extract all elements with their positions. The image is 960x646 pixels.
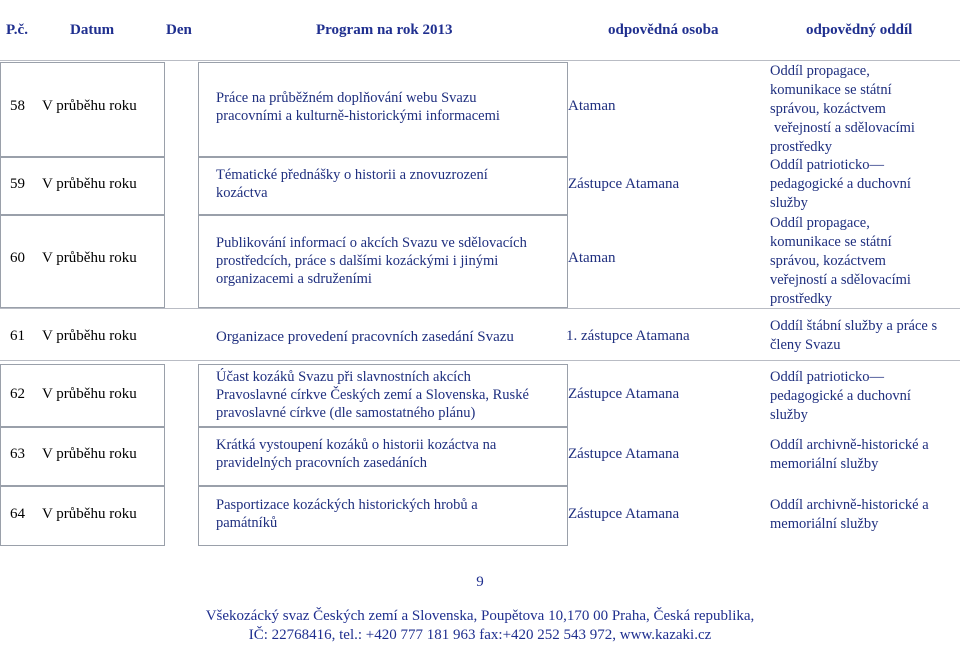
row-dept bbox=[770, 436, 929, 474]
table-header bbox=[0, 0, 960, 60]
table-row bbox=[0, 486, 960, 544]
dept-line: Oddíl propagace, bbox=[770, 215, 870, 231]
row-person: Zástupce Atamana bbox=[568, 386, 680, 402]
row-dept bbox=[770, 156, 911, 213]
footer-contact: IČ: 22768416, tel.: +420 777 181 963 fax:+420 252 543 972, www.kazaki.cz bbox=[248, 627, 712, 643]
row-dept bbox=[770, 214, 911, 309]
row-person: Zástupce Atamana bbox=[568, 446, 680, 462]
row-dept bbox=[770, 368, 911, 425]
row-when: V průběhu roku bbox=[42, 250, 137, 266]
program-line: Publikování informací o akcích Svazu ve sdělovacích bbox=[216, 235, 527, 251]
header-osoba: odpovědná osoba bbox=[608, 22, 719, 38]
dept-line: Oddíl archivně-historické a bbox=[770, 437, 929, 453]
program-line: organizacemi a sdruženími bbox=[216, 271, 372, 287]
dept-line: Oddíl archivně-historické a bbox=[770, 497, 929, 513]
row-dept bbox=[770, 62, 915, 157]
row-when: V průběhu roku bbox=[42, 386, 137, 402]
row-program bbox=[216, 166, 488, 202]
dept-line: veřejností a sdělovacími bbox=[774, 120, 915, 136]
row-number: 63 bbox=[10, 446, 25, 462]
row-program bbox=[216, 234, 527, 288]
header-program: Program na rok 2013 bbox=[316, 22, 453, 38]
table-row bbox=[0, 426, 960, 484]
row-program bbox=[216, 436, 496, 472]
program-line: Pasportizace kozáckých historických hrobů a bbox=[216, 497, 478, 513]
header-divider bbox=[0, 60, 960, 61]
row-program bbox=[216, 496, 478, 532]
row-dept bbox=[770, 317, 937, 355]
table-row bbox=[0, 62, 960, 156]
row-program bbox=[216, 89, 500, 125]
dept-line: veřejností a sdělovacími bbox=[770, 272, 911, 288]
header-pc: P.č. bbox=[6, 22, 28, 38]
program-line: Krátká vystoupení kozáků o historii kozáctva na bbox=[216, 437, 497, 453]
row-person: Ataman bbox=[568, 250, 616, 266]
dept-line: prostředky bbox=[770, 291, 833, 307]
row-when: V průběhu roku bbox=[42, 506, 137, 522]
dept-line: Oddíl štábní služby a práce s bbox=[770, 318, 938, 334]
page-number: 9 bbox=[476, 574, 484, 590]
row-person: Zástupce Atamana bbox=[568, 506, 680, 522]
row-person: Zástupce Atamana bbox=[568, 176, 680, 192]
row-dept bbox=[770, 496, 929, 534]
dept-line: memoriální služby bbox=[770, 516, 879, 532]
program-line: Pravoslavné církve Českých zemí a Slovenska, Ruské bbox=[216, 387, 529, 403]
footer-address: Všekozácký svaz Českých zemí a Slovenska, Poupětova 10,170 00 Praha, Česká republika, bbox=[205, 608, 755, 624]
dept-line: členy Svazu bbox=[770, 337, 841, 353]
program-line: Tématické přednášky o historii a znovuzrození bbox=[216, 167, 488, 183]
row-when: V průběhu roku bbox=[42, 328, 137, 344]
dept-line: služby bbox=[770, 195, 808, 211]
program-line: pravidelných pracovních zasedáních bbox=[216, 455, 427, 471]
row-program bbox=[216, 328, 514, 346]
row-divider bbox=[0, 360, 960, 361]
program-line: Práce na průběžném doplňování webu Svazu bbox=[216, 90, 477, 106]
dept-line: pedagogické a duchovní bbox=[770, 388, 911, 404]
header-datum: Datum bbox=[70, 22, 115, 38]
table-row bbox=[0, 310, 960, 358]
dept-line: Oddíl propagace, bbox=[770, 63, 870, 79]
program-line: památníků bbox=[216, 515, 278, 531]
table-row bbox=[0, 156, 960, 214]
row-number: 64 bbox=[10, 506, 25, 522]
row-when: V průběhu roku bbox=[42, 176, 137, 192]
row-number: 61 bbox=[10, 328, 25, 344]
row-number: 62 bbox=[10, 386, 25, 402]
table-row bbox=[0, 364, 960, 426]
dept-line: komunikace se státní bbox=[770, 234, 892, 250]
dept-line: komunikace se státní bbox=[770, 82, 892, 98]
row-when: V průběhu roku bbox=[42, 446, 137, 462]
row-number: 60 bbox=[10, 250, 25, 266]
program-line: Organizace provedení pracovních zasedání Svazu bbox=[216, 329, 514, 345]
program-line: pravoslavné církve (dle samostatného plánu) bbox=[216, 405, 476, 421]
program-line: kozáctva bbox=[216, 185, 268, 201]
program-line: pracovními a kulturně-historickými informacemi bbox=[216, 108, 500, 124]
dept-line: memoriální služby bbox=[770, 456, 879, 472]
dept-line: prostředky bbox=[770, 139, 833, 155]
dept-line: správou, kozáctvem bbox=[770, 101, 886, 117]
row-person: 1. zástupce Atamana bbox=[566, 328, 690, 344]
row-divider bbox=[0, 308, 960, 309]
program-line: prostředcích, práce s dalšími kozáckými i jinými bbox=[216, 253, 499, 269]
row-number: 59 bbox=[10, 176, 25, 192]
dept-line: služby bbox=[770, 407, 808, 423]
row-when: V průběhu roku bbox=[42, 98, 137, 114]
program-line: Účast kozáků Svazu při slavnostních akcích bbox=[216, 369, 471, 385]
row-program bbox=[216, 368, 529, 422]
dept-line: Oddíl patrioticko— bbox=[770, 369, 884, 385]
row-number: 58 bbox=[10, 98, 25, 114]
row-person: Ataman bbox=[568, 98, 616, 114]
dept-line: správou, kozáctvem bbox=[770, 253, 886, 269]
header-den: Den bbox=[166, 22, 192, 38]
dept-line: Oddíl patrioticko— bbox=[770, 157, 884, 173]
dept-line: pedagogické a duchovní bbox=[770, 176, 911, 192]
header-oddil: odpovědný oddíl bbox=[806, 22, 913, 38]
table-row bbox=[0, 214, 960, 306]
